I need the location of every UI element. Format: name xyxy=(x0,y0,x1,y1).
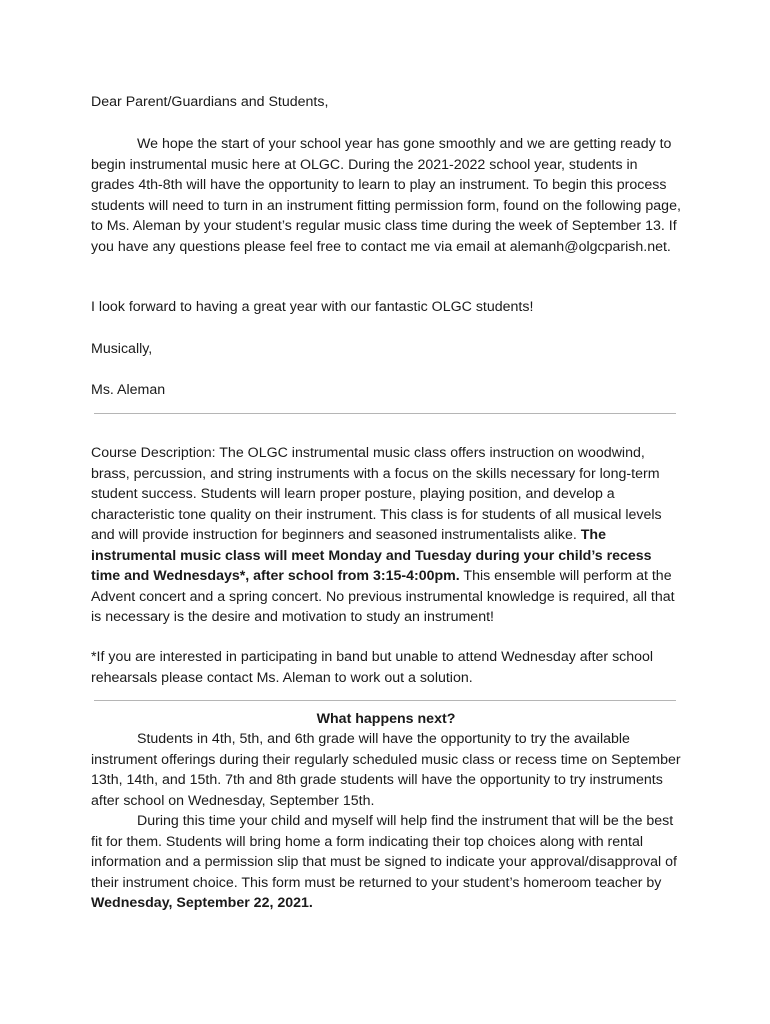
next-steps-paragraph-2 xyxy=(91,811,681,914)
next-steps-heading: What happens next? xyxy=(316,711,456,727)
course-schedule: The instrumental music class will meet Monday and Tuesday during your child’s recess time and Wednesdays*, after school from 3:15-4:00pm. xyxy=(91,527,652,584)
next-steps-paragraph-1: Students in 4th, 5th, and 6th grade will have the opportunity to try the available instrument offerings during their regularly scheduled music class or recess time on September 13th, 14th, and 15th. 7th and 8th grade students will have the opportunity to try instruments after school on Wednesday, September 15th. xyxy=(91,731,681,809)
closing-sentence: I look forward to having a great year with our fantastic OLGC students! xyxy=(91,299,534,315)
next-steps-paragraph-2-text: During this time your child and myself will help find the instrument that will be the best fit for them. Students will bring home a form indicating their top choices along with rental information and a permission slip that must be signed to indicate your approval/disapproval of their instrument choice. This form must be returned to your student’s homeroom teacher by xyxy=(91,813,677,891)
sign-off: Musically, xyxy=(91,341,153,357)
return-deadline: Wednesday, September 22, 2021. xyxy=(91,895,313,911)
course-description-start: Course Description: The OLGC instrumental music class offers instruction on woodwind, brass, percussion, and string instruments with a focus on the skills necessary for long-term student success. Students will learn proper posture, playing position, and develop a characteristic tone quality on their instrument. This class is for students of all musical levels and will provide instruction for beginners and seasoned instrumentalists alike. xyxy=(91,445,662,543)
signature: Ms. Aleman xyxy=(91,382,166,398)
intro-paragraph: We hope the start of your school year has gone smoothly and we are getting ready to begin instrumental music here at OLGC. During the 2021-2022 school year, students in grades 4th-8th will have the opportunity to learn to play an instrument. To begin this process students will need to turn in an instrument fitting permission form, found on the following page, to Ms. Aleman by your student’s regular music class time during the week of September 13. If you have any questions please feel free to contact me via email at alemanh@olgcparish.net. xyxy=(91,136,681,255)
letter-greeting: Dear Parent/Guardians and Students, xyxy=(91,94,329,110)
course-description xyxy=(91,443,681,628)
section-divider-2 xyxy=(94,700,676,701)
section-divider-1 xyxy=(94,413,676,414)
course-footnote: *If you are interested in participating in band but unable to attend Wednesday after school rehearsals please contact Ms. Aleman to work out a solution. xyxy=(91,649,654,686)
course-description-end: This ensemble will perform at the Advent concert and a spring concert. No previous instrumental knowledge is required, all that is necessary is the desire and motivation to study an instrument! xyxy=(91,568,675,625)
